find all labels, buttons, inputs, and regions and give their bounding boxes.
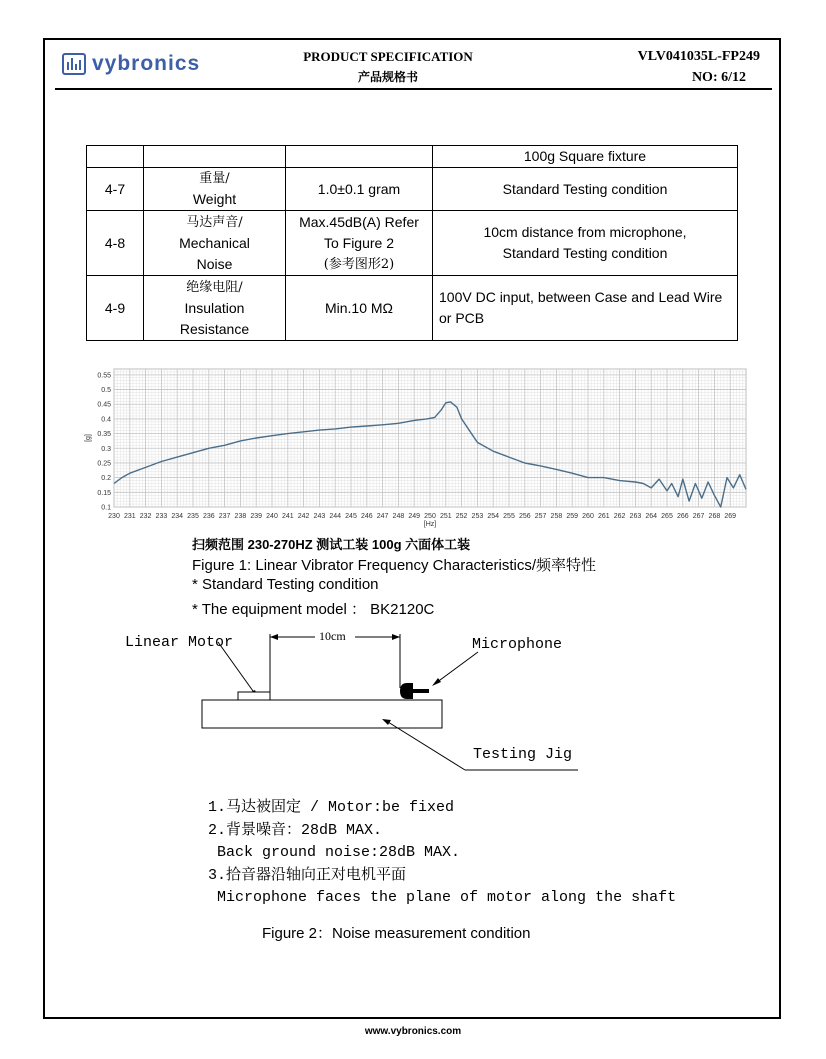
row-condition: 10cm distance from microphone, Standard Testing condition	[433, 211, 738, 276]
x-tick-label: 242	[297, 513, 310, 520]
standard-condition-note: * Standard Testing condition	[192, 576, 379, 593]
x-axis-label: [Hz]	[423, 521, 437, 528]
microphone-stem-icon	[413, 689, 429, 693]
figure2-caption: Figure 2：Noise measurement condition	[262, 925, 531, 942]
row-id: 4-7	[87, 168, 144, 211]
distance-arrow-right-icon	[392, 634, 400, 640]
table-cell	[144, 146, 286, 168]
note-item: Back ground noise:28dB MAX.	[208, 844, 461, 861]
x-tick-label: 231	[123, 513, 136, 520]
x-tick-label: 245	[345, 513, 357, 520]
x-tick-label: 250	[424, 513, 436, 520]
mic-leader-line	[436, 652, 478, 683]
microphone-label: Microphone	[472, 636, 563, 653]
mic-arrow-icon	[432, 678, 441, 686]
x-tick-label: 247	[376, 513, 389, 520]
row-condition: 100V DC input, between Case and Lead Wire or PCB	[433, 276, 738, 341]
y-tick-label: 0.4	[101, 416, 111, 424]
x-tick-label: 265	[661, 513, 673, 520]
x-tick-label: 262	[613, 513, 626, 520]
doc-meta	[600, 46, 760, 88]
x-tick-label: 269	[724, 513, 737, 520]
x-tick-label: 233	[155, 513, 168, 520]
item-en: Mechanical Noise	[179, 234, 250, 272]
row-id: 4-8	[87, 211, 144, 276]
x-tick-label: 243	[313, 513, 326, 520]
logo-mark-icon	[62, 53, 86, 75]
title-cn: 产品规格书	[357, 70, 418, 84]
note-item: 3.拾音器沿轴向正对电机平面	[208, 866, 407, 884]
x-tick-label: 248	[392, 513, 405, 520]
x-tick-label: 268	[708, 513, 721, 520]
logo-text: vybronics	[92, 52, 201, 75]
y-tick-label: 0.25	[97, 460, 111, 468]
table-cell: 100g Square fixture	[433, 146, 738, 168]
x-tick-label: 253	[471, 513, 484, 520]
table-row	[87, 211, 738, 276]
y-tick-label: 0.2	[101, 475, 111, 483]
y-tick-label: 0.45	[97, 401, 111, 409]
table-row	[87, 276, 738, 341]
y-tick-label: 0.15	[97, 489, 111, 497]
x-tick-label: 257	[534, 513, 547, 520]
x-tick-label: 258	[550, 513, 563, 520]
x-tick-label: 255	[503, 513, 515, 520]
vybronics-logo	[62, 52, 200, 76]
notes-list	[208, 797, 676, 910]
value-cn: (参考图形2)	[323, 256, 395, 272]
header-divider	[55, 88, 772, 90]
row-item	[144, 276, 286, 341]
noise-measurement-diagram	[110, 620, 590, 780]
item-en: Weight	[192, 191, 237, 207]
x-tick-label: 252	[455, 513, 468, 520]
x-tick-label: 254	[487, 513, 500, 520]
item-cn: 绝缘电阻/	[186, 279, 243, 295]
x-tick-label: 239	[250, 513, 263, 520]
linear-motor-label: Linear Motor	[125, 634, 234, 651]
spec-table	[86, 145, 738, 341]
distance-arrow-left-icon	[270, 634, 278, 640]
x-tick-label: 240	[266, 513, 278, 520]
note-item: 1.马达被固定 / Motor:be fixed	[208, 799, 455, 816]
row-item	[144, 168, 286, 211]
value-en: Max.45dB(A) Refer To Figure 2	[299, 213, 419, 251]
footer-url: www.vybronics.com	[364, 1026, 462, 1037]
x-tick-label: 235	[187, 513, 199, 520]
x-tick-label: 260	[582, 513, 594, 520]
table-row	[87, 146, 738, 168]
distance-label: 10cm	[319, 629, 346, 643]
x-tick-label: 236	[202, 513, 215, 520]
x-tick-label: 267	[692, 513, 705, 520]
jig-leader-line	[388, 722, 465, 770]
row-value: 1.0±0.1 gram	[286, 168, 433, 211]
x-tick-label: 234	[171, 513, 184, 520]
doc-number: VLV041035L-FP249	[637, 49, 760, 64]
sweep-caption: 扫频范围 230-270HZ 测试工装 100g 六面体工装	[192, 537, 471, 552]
x-tick-label: 237	[218, 513, 231, 520]
x-tick-label: 230	[108, 513, 120, 520]
page-number: NO: 6/12	[691, 70, 746, 85]
motor-leader-line	[218, 642, 258, 698]
figure1-caption: Figure 1: Linear Vibrator Frequency Characteristics/频率特性	[192, 557, 597, 574]
table-row	[87, 168, 738, 211]
x-tick-label: 261	[597, 513, 610, 520]
x-tick-label: 238	[234, 513, 247, 520]
item-cn: 马达声音/	[186, 214, 243, 230]
table-cell	[87, 146, 144, 168]
x-tick-label: 256	[518, 513, 531, 520]
x-tick-label: 259	[566, 513, 579, 520]
row-value: Min.10 MΩ	[286, 276, 433, 341]
x-tick-label: 232	[139, 513, 152, 520]
x-tick-label: 241	[281, 513, 294, 520]
doc-title	[290, 46, 486, 88]
frequency-chart	[80, 363, 750, 533]
x-tick-label: 244	[329, 513, 342, 520]
x-tick-label: 263	[629, 513, 642, 520]
item-en: Insulation Resistance	[179, 299, 250, 337]
row-condition: Standard Testing condition	[433, 168, 738, 211]
row-value	[286, 211, 433, 276]
y-axis-label: [g]	[85, 434, 92, 442]
testing-jig-label: Testing Jig	[473, 746, 573, 763]
y-tick-label: 0.35	[97, 431, 111, 439]
testing-jig	[202, 700, 442, 728]
note-item: 2.背景噪音：28dB MAX.	[208, 821, 383, 839]
note-item: Microphone faces the plane of motor along the shaft	[208, 889, 677, 906]
y-tick-label: 0.5	[101, 387, 111, 395]
microphone-icon	[400, 683, 413, 699]
title-en: PRODUCT SPECIFICATION	[303, 49, 473, 64]
x-tick-label: 251	[439, 513, 452, 520]
row-item	[144, 211, 286, 276]
table-cell	[286, 146, 433, 168]
x-tick-label: 249	[408, 513, 421, 520]
item-cn: 重量/	[199, 171, 230, 186]
x-tick-label: 266	[676, 513, 689, 520]
row-id: 4-9	[87, 276, 144, 341]
motor-block	[238, 692, 270, 700]
y-tick-label: 0.1	[101, 504, 111, 512]
x-tick-label: 264	[645, 513, 658, 520]
equipment-model-note: * The equipment model ： BK2120C	[192, 601, 435, 618]
x-tick-label: 246	[360, 513, 373, 520]
y-tick-label: 0.3	[101, 445, 111, 453]
y-tick-label: 0.55	[97, 372, 111, 380]
